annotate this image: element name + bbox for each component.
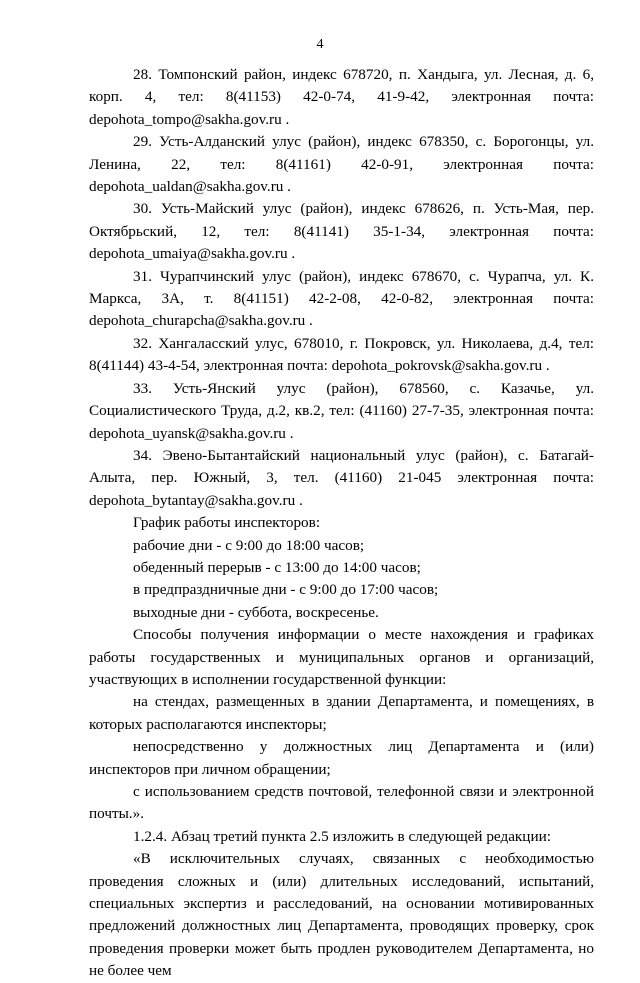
paragraph-info-stands: на стендах, размещенных в здании Департамента, и помещениях, в которых располагаются инспекторы; xyxy=(89,693,594,733)
paragraph-district-30: 30. Усть-Майский улус (район), индекс 678626, п. Усть-Мая, пер. Октябрьский, 12, тел: 8(41141) 35-1-34, электронная почта: depohota_umaiya@sakha.gov.ru . xyxy=(89,200,594,263)
paragraph-amendment-text: «В исключительных случаях, связанных с необходимостью проведения сложных и (или) длительных исследований, испытаний, специальных экспертиз и расследований, на основании мотивированных предложений должностных лиц Департамента, проводящих проверку, срок проведения проверки может быть продлен руководителем Департамента, но не более чем xyxy=(89,850,594,980)
paragraph-info-direct: непосредственно у должностных лиц Департамента и (или) инспекторов при личном обращении; xyxy=(89,738,594,778)
paragraph-info-methods: Способы получения информации о месте нахождения и графиках работы государственных и муниципальных органов и организаций, участвующих в исполнении государственной функции: xyxy=(89,626,594,688)
paragraph-district-31: 31. Чурапчинский улус (район), индекс 678670, с. Чурапча, ул. К. Маркса, 3А, т. 8(41151) 42-2-08, 42-0-82, электронная почта: depohota_churapcha@sakha.gov.ru . xyxy=(89,267,594,330)
document-body xyxy=(89,64,594,983)
paragraph-schedule-lunch: обеденный перерыв - с 13:00 до 14:00 часов; xyxy=(133,558,421,576)
paragraph-district-33: 33. Усть-Янский улус (район), 678560, с. Казачье, ул. Социалистического Труда, д.2, кв.2, тел: (41160) 27-7-35, электронная почта: depohota_uyansk@sakha.gov.ru . xyxy=(89,379,594,442)
paragraph-info-communication: с использованием средств почтовой, телефонной связи и электронной почты.». xyxy=(89,783,594,823)
paragraph-schedule-preholiday: в предпраздничные дни - с 9:00 до 17:00 часов; xyxy=(133,581,439,599)
paragraph-schedule-workdays: рабочие дни - с 9:00 до 18:00 часов; xyxy=(133,536,365,554)
paragraph-district-32: 32. Хангаласский улус, 678010, г. Покровск, ул. Николаева, д.4, тел: 8(41144) 43-4-54, электронная почта: depohota_pokrovsk@sakha.gov.ru . xyxy=(89,334,594,375)
paragraph-district-34: 34. Эвено-Бытантайский национальный улус (район), с. Батагай-Алыта, пер. Южный, 3, тел. (41160) 21-045 электронная почта: depohota_bytantay@sakha.gov.ru . xyxy=(89,446,594,509)
page-number: 4 xyxy=(316,37,324,52)
paragraph-amendment-1-2-4: 1.2.4. Абзац третий пункта 2.5 изложить в следующей редакции: xyxy=(133,827,551,845)
paragraph-district-28: 28. Томпонский район, индекс 678720, п. Хандыга, ул. Лесная, д. 6, корп. 4, тел: 8(41153) 42-0-74, 41-9-42, электронная почта: depohota_tompo@sakha.gov.ru . xyxy=(89,66,594,128)
paragraph-district-29: 29. Усть-Алданский улус (район), индекс 678350, с. Борогонцы, ул. Ленина, 22, тел: 8(41161) 42-0-91, электронная почта: depohota_ualdan@sakha.gov.ru . xyxy=(89,133,594,196)
paragraph-schedule-heading: График работы инспекторов: xyxy=(133,514,321,532)
paragraph-schedule-weekends: выходные дни - суббота, воскресенье. xyxy=(133,603,379,621)
